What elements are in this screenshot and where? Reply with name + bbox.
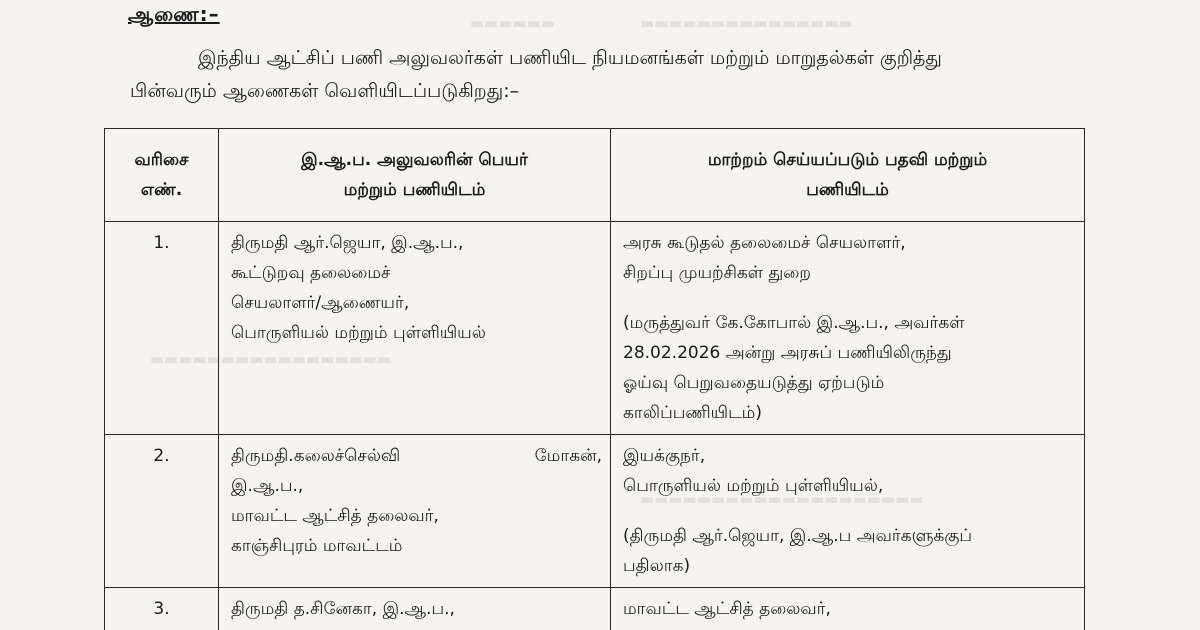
intro-line-1: இந்திய ஆட்சிப் பணி அலுவலர்கள் பணியிட நியமனங்கள் மற்றும் மாறுதல்கள் குறித்து — [198, 47, 942, 69]
row-officer-name: திருமதி ஆர்.ஜெயா, இ.ஆ.ப., கூட்டுறவு தலைமைச் செயலாளர்/ஆணையர், பொருளியல் மற்றும் புள்ளியியல் — [219, 222, 611, 435]
row-serial-number: 3. — [105, 588, 219, 630]
show-through-text: ▬▬▬▬▬▬▬▬▬▬▬▬▬▬▬▬▬▬▬▬ — [640, 490, 924, 508]
transfer-orders-table — [104, 128, 1085, 630]
row-serial-number: 2. — [105, 435, 219, 588]
table-header-row — [105, 129, 1085, 222]
row-note: (திருமதி ஆர்.ஜெயா, இ.ஆ.ப அவர்களுக்குப் பதிலாக) — [623, 526, 973, 576]
header-serial-number: வரிசை எண். — [105, 129, 219, 222]
intro-line-2: பின்வரும் ஆணைகள் வெளியிடப்படுகிறது:– — [130, 80, 520, 102]
row-serial-number: 1. — [105, 222, 219, 435]
row-new-post: அரசு கூடுதல் தலைமைச் செயலாளர், சிறப்பு முயற்சிகள் துறை (மருத்துவர் கே.கோபால் இ.ஆ.ப., அவர்கள் 28.02.2026 அன்று அரசுப் பணியிலிருந்து ஓய்வு பெறுவதையடுத்து ஏற்படும் காலிப்பணியிடம்) — [611, 222, 1085, 435]
table-row — [105, 435, 1085, 588]
order-heading: ஆணை:– — [128, 2, 220, 26]
header-new-post: மாற்றம் செய்யப்படும் பதவி மற்றும் பணியிடம் — [611, 129, 1085, 222]
row-new-post: இயக்குநர், பொருளியல் மற்றும் புள்ளியியல், (திருமதி ஆர்.ஜெயா, இ.ஆ.ப அவர்களுக்குப் பதிலாக) — [611, 435, 1085, 588]
intro-paragraph — [130, 42, 1080, 108]
row-note: (மருத்துவர் கே.கோபால் இ.ஆ.ப., அவர்கள் 28.02.2026 அன்று அரசுப் பணியிலிருந்து ஓய்வு பெறுவதையடுத்து ஏற்படும் காலிப்பணியிடம்) — [623, 313, 965, 423]
show-through-text: ▬▬▬▬▬▬ — [470, 14, 556, 32]
row-officer-name: திருமதி.கலைச்செல்வி மோகன், இ.ஆ.ப., மாவட்ட ஆட்சித் தலைவர், காஞ்சிபுரம் மாவட்டம் — [219, 435, 611, 588]
table-row — [105, 222, 1085, 435]
show-through-text: ▬▬▬▬▬▬▬▬▬▬▬▬▬▬▬ — [640, 14, 853, 32]
show-through-text: ▬▬▬▬▬▬▬▬▬▬▬▬▬▬▬▬▬ — [150, 350, 391, 368]
row-new-post: மாவட்ட ஆட்சித் தலைவர், — [611, 588, 1085, 630]
row-officer-name: திருமதி த.சினேகா, இ.ஆ.ப., — [219, 588, 611, 630]
header-officer-name: இ.ஆ.ப. அலுவலரின் பெயர் மற்றும் பணியிடம் — [219, 129, 611, 222]
table-row — [105, 588, 1085, 630]
